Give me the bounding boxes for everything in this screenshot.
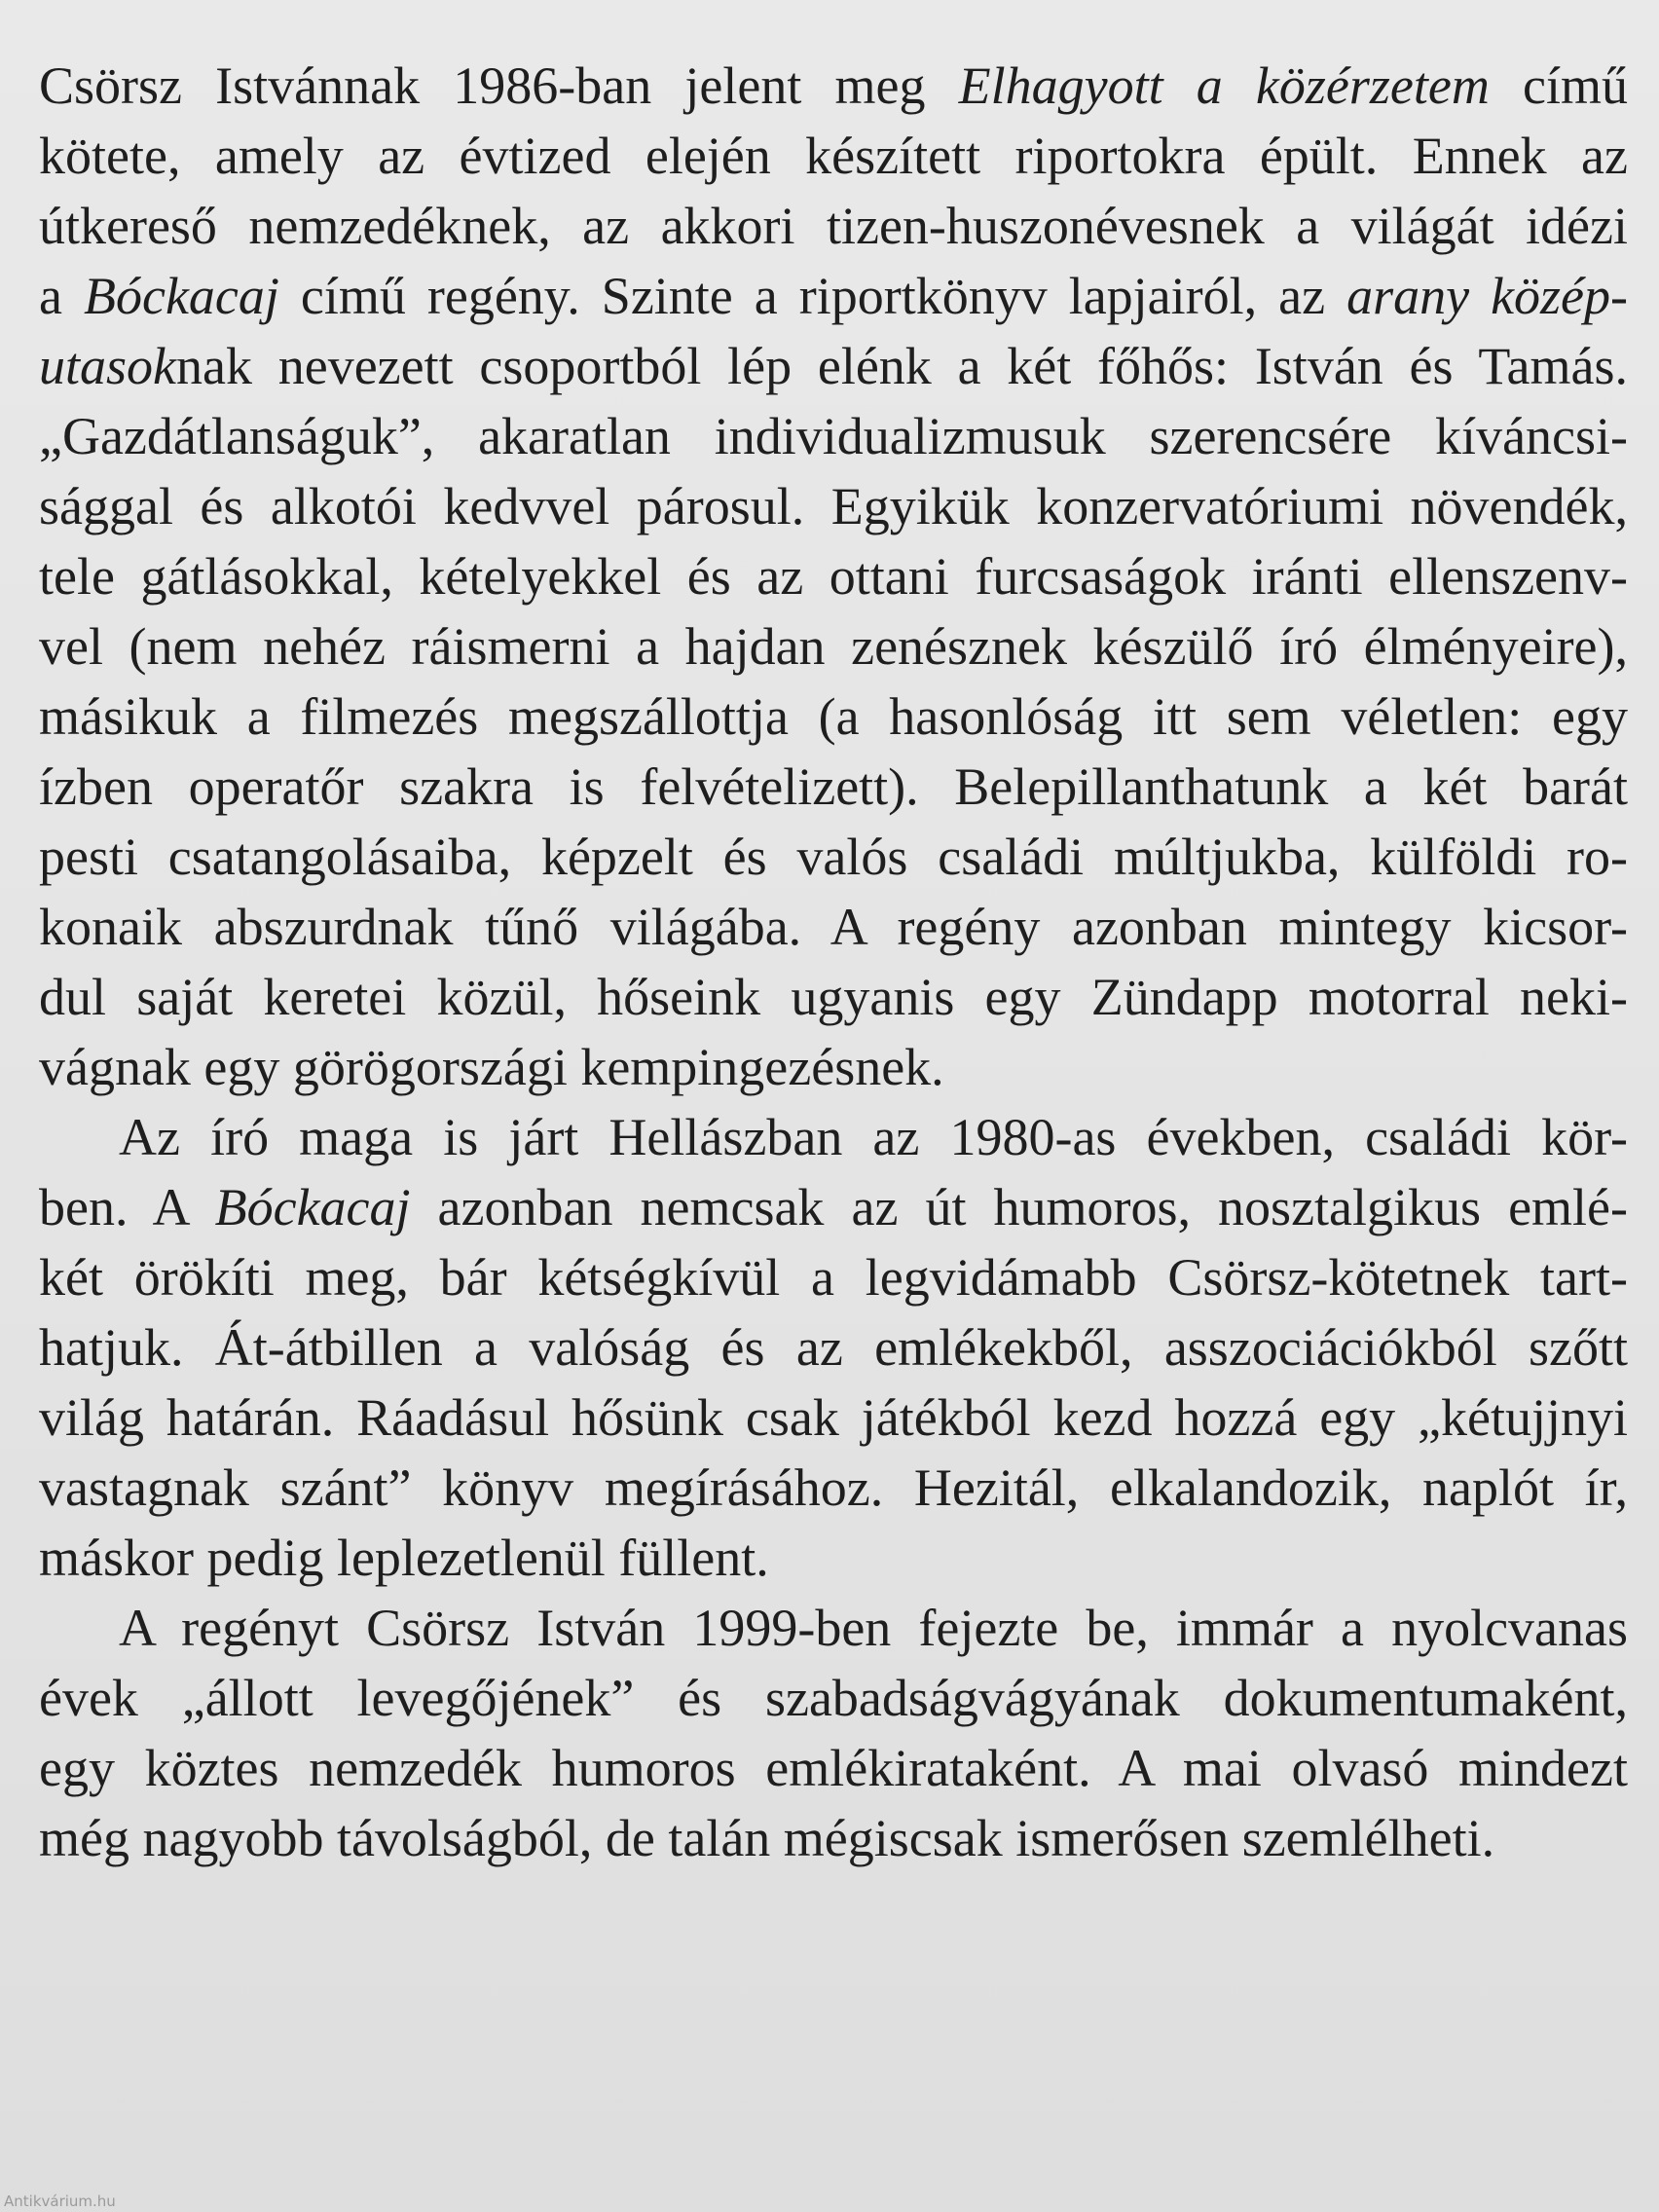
body-text	[39, 51, 1628, 1873]
text-segment: tele gátlásokkal, kételyekkel és az ottani furcsaságok iránti ellenszenv-	[39, 547, 1628, 606]
text-line	[39, 1803, 1628, 1873]
paragraph	[39, 1593, 1628, 1873]
text-segment: ízben operatőr szakra is felvételizett). Belepillanthatunk a két barát	[39, 757, 1628, 816]
text-segment: még nagyobb távolságból, de talán mégiscsak ismerősen szemlélheti.	[39, 1809, 1495, 1867]
text-line	[39, 682, 1628, 752]
text-line	[39, 962, 1628, 1032]
text-segment: Csörsz Istvánnak 1986-ban jelent meg	[39, 56, 959, 115]
text-line	[39, 1312, 1628, 1382]
paragraph	[39, 51, 1628, 1102]
italic-title-text: Bóckacaj	[83, 267, 279, 325]
text-line	[39, 471, 1628, 541]
text-segment: kötete, amely az évtized elején készített riportokra épült. Ennek az	[39, 127, 1628, 185]
text-segment: nak nevezett csoportból lép elénk a két főhős: István és Tamás.	[176, 337, 1628, 395]
text-line	[39, 611, 1628, 682]
text-line	[39, 121, 1628, 191]
text-line	[39, 1102, 1628, 1172]
text-line	[39, 401, 1628, 471]
text-segment: pesti csatangolásaiba, képzelt és valós családi múltjukba, külföldi ro-	[39, 828, 1628, 886]
text-segment: hatjuk. Át-átbillen a valóság és az emlékekből, asszociációkból szőtt	[39, 1318, 1628, 1377]
text-line	[39, 1663, 1628, 1733]
text-line	[39, 51, 1628, 121]
text-segment: évek „állott levegőjének” és szabadságvágyának dokumentumaként,	[39, 1669, 1628, 1727]
text-segment: „Gazdátlanságuk”, akaratlan individualizmusuk szerencsére kíváncsi-	[39, 407, 1628, 465]
text-segment: konaik abszurdnak tűnő világába. A regény azonban mintegy kicsor-	[39, 898, 1628, 956]
italic-title-text: Elhagyott a közérzetem	[958, 56, 1490, 115]
text-segment: vágnak egy görögországi kempingezésnek.	[39, 1038, 944, 1096]
text-line	[39, 1593, 1628, 1663]
italic-title-text: Bóckacaj	[214, 1178, 411, 1236]
text-segment: A regényt Csörsz István 1999-ben fejezte be, immár a nyolcvanas	[119, 1599, 1628, 1657]
text-line	[39, 191, 1628, 261]
text-segment: a	[39, 267, 84, 325]
text-segment: másikuk a filmezés megszállottja (a hasonlóság itt sem véletlen: egy	[39, 687, 1628, 746]
text-line	[39, 1242, 1628, 1312]
text-segment: dul saját keretei közül, hőseink ugyanis egy Zündapp motorral neki-	[39, 968, 1628, 1026]
text-line	[39, 261, 1628, 331]
text-line	[39, 1382, 1628, 1453]
italic-title-text: utasok	[39, 337, 176, 395]
text-segment: című regény. Szinte a riportkönyv lapjairól, az	[278, 267, 1347, 325]
text-segment: világ határán. Ráadásul hősünk csak játékból kezd hozzá egy „kétujjnyi	[39, 1388, 1628, 1447]
text-segment: ben. A	[39, 1178, 215, 1236]
text-segment: vel (nem nehéz ráismerni a hajdan zenésznek készülő író élményeire),	[39, 617, 1628, 676]
text-segment: Az író maga is járt Hellászban az 1980-as években, családi kör-	[119, 1108, 1628, 1166]
text-line	[39, 1032, 1628, 1102]
text-segment: című	[1489, 56, 1628, 115]
watermark: Antikvárium.hu	[4, 2193, 116, 2210]
text-segment: máskor pedig leplezetlenül füllent.	[39, 1529, 769, 1587]
paragraph	[39, 1102, 1628, 1593]
text-segment: sággal és alkotói kedvvel párosul. Egyikük konzervatóriumi növendék,	[39, 477, 1628, 535]
text-line	[39, 1172, 1628, 1242]
text-line	[39, 1453, 1628, 1523]
italic-title-text: arany közép-	[1346, 267, 1628, 325]
text-line	[39, 331, 1628, 401]
text-line	[39, 1733, 1628, 1803]
text-line	[39, 1523, 1628, 1593]
text-line	[39, 541, 1628, 611]
text-segment: azonban nemcsak az út humoros, nosztalgikus emlé-	[410, 1178, 1628, 1236]
text-line	[39, 892, 1628, 962]
text-line	[39, 752, 1628, 822]
text-segment: vastagnak szánt” könyv megírásához. Hezitál, elkalandozik, naplót ír,	[39, 1458, 1628, 1517]
text-segment: egy köztes nemzedék humoros emlékirataként. A mai olvasó mindezt	[39, 1739, 1628, 1797]
text-segment: két örökíti meg, bár kétségkívül a legvidámabb Csörsz-kötetnek tart-	[39, 1248, 1628, 1307]
text-segment: útkereső nemzedéknek, az akkori tizen-huszonévesnek a világát idézi	[39, 197, 1628, 255]
text-line	[39, 822, 1628, 892]
